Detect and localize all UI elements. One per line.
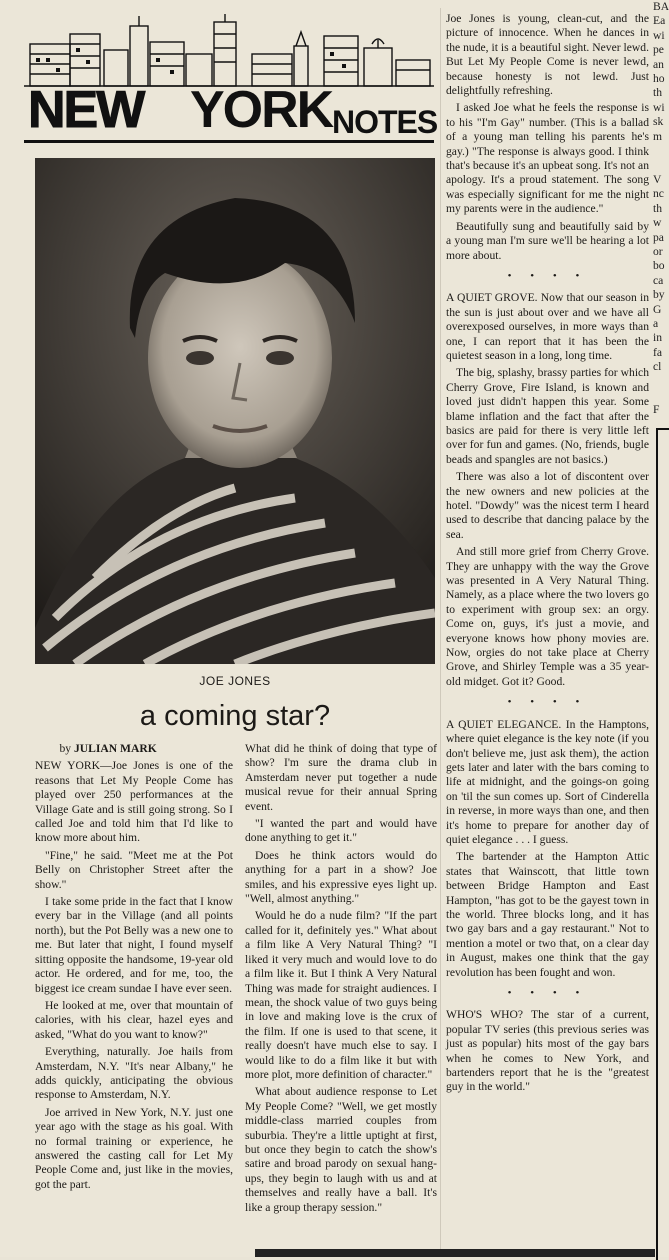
article-column-3 — [446, 12, 649, 1098]
edge-fragment: th — [653, 86, 663, 100]
paragraph: Everything, naturally. Joe hails from Amsterdam, N.Y. "It's near Albany," he adds quickly, anticipating the obvious response to Amsterdam, N.Y. — [35, 1045, 233, 1102]
portrait-photo — [35, 158, 435, 664]
section-separator: • • • • — [507, 696, 588, 709]
edge-fragment: sk — [653, 115, 664, 129]
edge-fragment: in — [653, 331, 663, 345]
adjacent-box-border — [656, 428, 669, 1260]
edge-fragment: G — [653, 302, 662, 316]
paragraph: The big, splashy, brassy parties for which Cherry Grove, Fire Island, is known and loved just didn't happen this year. Some blame inflation and the fact that after the basics are paid for there is very little left over for fun and games. (No, friends, bugle beads and spangles are not basics.) — [446, 366, 649, 466]
paragraph: A QUIET GROVE. Now that our season in the sun is just about over and we have all overexposed ourselves, in more ways than one, I can report that it has been the quietest season in a long, long time. — [446, 291, 649, 362]
masthead-notes: NOTES — [332, 104, 438, 140]
edge-fragment: th — [653, 201, 663, 215]
paragraph: "I wanted the part and would have done anything to get it." — [245, 817, 437, 845]
paragraph: A QUIET ELEGANCE. In the Hamptons, where quiet elegance is the key note (if you don't believe me, just ask them), the action gets later and later with the bars coming to life at midnight, and the goings-on going on 'til the sun comes up. Sort of Cinderella in reverse, in more ways than one, and then it's home to prepare for another day of quiet elegance . . . I guess. — [446, 717, 649, 846]
paragraph: Joe Jones is young, clean-cut, and the picture of innocence. When he dances in the nude, it is a beautiful sight. Never lewd. But Let My People Come is never lewd, because honesty is not lewd. Just delightfully refreshing. — [446, 12, 649, 98]
section-separator: • • • • — [507, 987, 588, 999]
edge-fragment — [653, 158, 669, 172]
paragraph: Joe arrived in New York, N.Y. just one year ago with the stage as his goal. With no formal training or experience, he answered the casting call for Let My People Come and, just like in the movies, got the part. — [35, 1105, 233, 1191]
article-column-1 — [35, 742, 233, 1195]
section-separator: • • • • — [507, 269, 588, 282]
edge-fragment: BA — [653, 0, 669, 13]
masthead-new: NEW — [28, 81, 144, 139]
edge-fragment: pa — [653, 230, 664, 244]
paragraph: I asked Joe what he feels the response is to his "I'm Gay" number. (This is a ballad of a young man telling his parents he's gay.) "The response is always good. I think that's because it's an upbeat song. It's not an apology. It's a proud statement. The song was especially significant for me the night my parents were in the audience." — [446, 101, 649, 216]
paragraph: There was also a lot of discontent over the new owners and new policies at the hotel. "Dowdy" was the nicest term I heard used to describe that dancing palace by the sea. — [446, 470, 649, 541]
byline — [35, 742, 233, 756]
article-headline: a coming star? — [139, 700, 331, 732]
edge-fragment — [653, 375, 669, 389]
edge-fragment: or — [653, 244, 663, 258]
byline-by: by — [59, 742, 74, 755]
byline-author: JULIAN MARK — [74, 742, 157, 755]
masthead — [24, 14, 438, 149]
edge-fragment: m — [653, 129, 663, 143]
column-rule — [440, 8, 441, 1253]
edge-fragment: nc — [653, 187, 664, 201]
paragraph: I take some pride in the fact that I know every bar in the Village (and all points north), but the Pot Belly was a new one to me. But later that night, I found myself sitting opposite the handsome, 19-year old actor. He ordered, and for me, too, the biggest ice cream sundae I have ever seen. — [35, 895, 233, 995]
paragraph: What did he think of doing that type of show? I'm sure the drama club in Amsterdam never put together a nude musical revue for their annual Spring event. — [245, 742, 437, 813]
edge-fragment: wi — [653, 100, 665, 114]
edge-fragment: cl — [653, 360, 662, 374]
edge-fragment — [653, 389, 669, 403]
paragraph: What about audience response to Let My People Come? "Well, we get mostly middle-class married couples from suburbia. They're a little uptight at first, but once they begin to catch the show's satire and broad parody on sexual hang-ups, they begin to laugh with us and at themselves and really have a ball. It's like a group therapy session." — [245, 1085, 437, 1214]
paragraph: NEW YORK—Joe Jones is one of the reasons that Let My People Come has played over 250 performances at the Village Gate and is still going strong. So I called Joe and told him that I'd like to know more about him. — [35, 759, 233, 845]
paragraph: Does he think actors would do anything for a part in a show? Joe smiles, and his expressive eyes light up. "Well, almost anything." — [245, 848, 437, 906]
edge-fragment: ca — [653, 273, 664, 287]
paragraph: He looked at me, over that mountain of calories, with his clear, hazel eyes and asked, "What do you want to know?" — [35, 998, 233, 1041]
edge-fragment: w — [653, 216, 662, 230]
masthead-york: YORK — [190, 81, 333, 139]
edge-fragment: pe — [653, 43, 664, 57]
edge-fragment: wi — [653, 28, 665, 42]
paragraph: "Fine," he said. "Meet me at the Pot Belly on Christopher Street after the show." — [35, 848, 233, 891]
paragraph: And still more grief from Cherry Grove. They are unhappy with the way the Grove was presented in A Very Natural Thing. Namely, as a place where the two lovers go to experiment with group sex: an orgy. Come on, guys, it's just a movie, and everyone knows how phony movies are. Now, orgies do not take place at Cherry Grove, and Shirley Temple was a 35 year-old midget. Got it? Good. — [446, 545, 649, 688]
edge-fragment — [653, 144, 669, 158]
bottom-rule — [255, 1249, 655, 1257]
edge-fragment: an — [653, 57, 664, 71]
article-column-2 — [245, 742, 437, 1218]
paragraph: WHO'S WHO? The star of a current, popular TV series (this previous series was just as popular) hits most of the gay bars when he comes to New York, and bartenders report that he is the "greatest guy in the world." — [446, 1008, 649, 1094]
edge-fragment: fa — [653, 345, 663, 359]
paragraph: The bartender at the Hampton Attic states that Wainscott, that little town between Bridge Hampton and East Hampton, "has got to be the gayest town in the world. Three blocks long, and it has two gay bars and a gay restaurant." Not to mention a motel or two that, on a clear day in August, makes one think that the gay revolution has been fought and won. — [446, 850, 649, 979]
edge-fragment: bo — [653, 259, 665, 273]
edge-fragment: a — [653, 316, 659, 330]
paragraph: Would he do a nude film? "If the part called for it, definitely yes." What about a film like A Very Natural Thing? "I liked it very much and would love to do a film like it. But I think A Very Natural Thing was made for straight audiences. I mean, the shock value of two guys being in love and making love is the crux of the film. If one is used to that scene, it really doesn't have much else to say. I would like to do a film like it but with more plot, more definition of character." — [245, 909, 437, 1081]
edge-fragment: by — [653, 288, 665, 302]
portrait-illustration — [35, 158, 435, 664]
edge-fragment: ho — [653, 72, 665, 86]
edge-fragment: Ea — [653, 14, 666, 28]
edge-fragment: V — [653, 172, 662, 186]
paragraph: Beautifully sung and beautifully said by a young man I'm sure we'll be hearing a lot more about. — [446, 219, 649, 262]
edge-fragment: F — [653, 403, 660, 417]
photo-caption: JOE JONES — [199, 674, 271, 688]
